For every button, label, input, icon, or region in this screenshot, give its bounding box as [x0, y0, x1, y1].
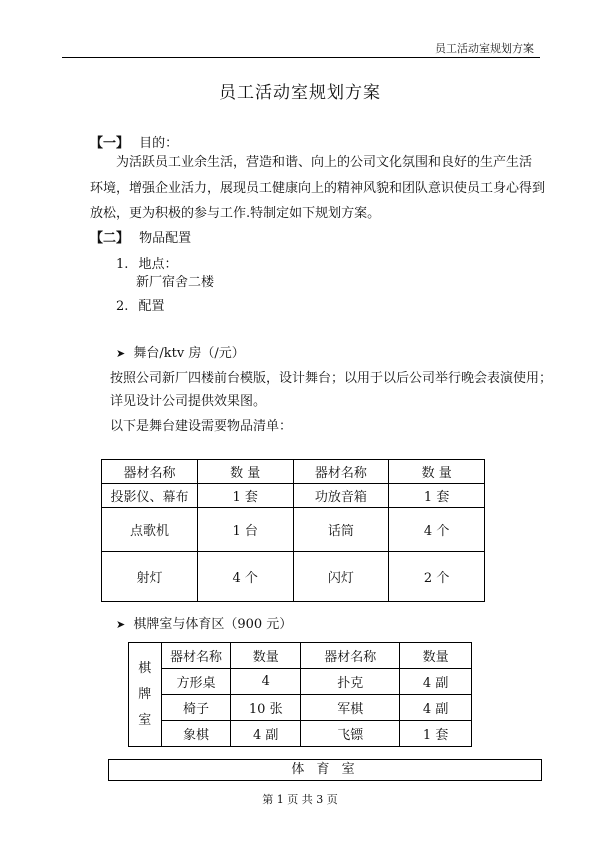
side-char: 牌: [138, 686, 152, 702]
table-row: [102, 484, 485, 508]
stage-heading: [116, 341, 245, 367]
table-header-cell: 数 量: [389, 460, 485, 484]
table-cell: 投影仪、幕布: [102, 484, 198, 508]
table-cell: 4 个: [389, 508, 485, 552]
chess-heading-text: 棋牌室与体育区（900 元）: [133, 617, 293, 632]
table-header-cell: 器材名称: [293, 460, 389, 484]
table-cell: 4 副: [231, 721, 301, 747]
table-cell: 2 个: [389, 552, 485, 602]
page-title: 员工活动室规划方案: [219, 83, 381, 103]
location-value: 新厂宿舍二楼: [136, 275, 215, 290]
paragraph-line: 放松，更为积极的参与工作.特制定如下规划方案。: [90, 206, 381, 221]
table-header-row: [129, 643, 472, 669]
chess-heading: [116, 612, 292, 638]
table-row: [129, 721, 472, 747]
table-cell: 1 套: [197, 484, 293, 508]
page-footer: 第 1 页 共 3 页: [262, 793, 338, 806]
stage-heading-text: 舞台/ktv 房（/元）: [133, 346, 245, 361]
section-1-label: 【一】: [90, 136, 130, 151]
table-cell: 4: [231, 669, 301, 695]
table-cell: 方形桌: [161, 669, 231, 695]
side-char: 棋: [138, 660, 152, 676]
table-row: [102, 508, 485, 552]
table-header-cell: 器材名称: [161, 643, 231, 669]
table-cell: 闪灯: [293, 552, 389, 602]
table-row: [129, 669, 472, 695]
table-cell: 军棋: [301, 695, 400, 721]
section-2-label: 【二】: [90, 231, 130, 246]
list-label: 配置: [138, 299, 165, 314]
table-cell: 10 张: [231, 695, 301, 721]
table-cell: 功放音箱: [293, 484, 389, 508]
list-number: 1.: [116, 257, 129, 272]
table-header-cell: 数 量: [197, 460, 293, 484]
table-cell: 4 副: [400, 669, 472, 695]
table-cell: 4 个: [197, 552, 293, 602]
arrow-bullet-icon: ➤: [116, 618, 126, 631]
table-header-cell: 器材名称: [102, 460, 198, 484]
table-header-row: [102, 460, 485, 484]
chess-side-label: [129, 643, 162, 747]
table-row: [102, 552, 485, 602]
table-cell: 话筒: [293, 508, 389, 552]
section-1-title: 目的：: [139, 136, 179, 151]
section-2-title: 物品配置: [139, 231, 192, 246]
side-char: 室: [138, 712, 152, 728]
table-cell: 1 套: [389, 484, 485, 508]
table-cell: 4 副: [400, 695, 472, 721]
table-cell: 象棋: [161, 721, 231, 747]
arrow-bullet-icon: ➤: [116, 347, 126, 360]
list-label: 地点：: [138, 257, 178, 272]
running-header: 员工活动室规划方案: [435, 42, 534, 55]
table-row: [129, 695, 472, 721]
table-cell: 椅子: [161, 695, 231, 721]
table-cell: 1 台: [197, 508, 293, 552]
list-item: [116, 294, 165, 320]
paragraph-line: 环境，增强企业活力，展现员工健康向上的精神风貌和团队意识使员工身心得到: [90, 181, 546, 196]
section-2-heading: [90, 226, 191, 252]
header-rule: [62, 57, 540, 58]
table-cell: 飞镖: [301, 721, 400, 747]
gym-room-header: 体 育 室: [108, 759, 542, 781]
stage-items-table: [101, 459, 485, 602]
paragraph-line: 以下是舞台建设需要物品清单：: [110, 419, 293, 434]
table-header-cell: 数量: [231, 643, 301, 669]
paragraph-line: 详见设计公司提供效果图。: [110, 394, 267, 409]
paragraph-line: 按照公司新厂四楼前台模版，设计舞台；以用于以后公司举行晚会表演使用；: [110, 371, 553, 386]
table-header-cell: 数量: [400, 643, 472, 669]
table-cell: 扑克: [301, 669, 400, 695]
table-cell: 射灯: [102, 552, 198, 602]
list-number: 2.: [116, 299, 129, 314]
chess-items-table: [128, 642, 472, 747]
paragraph-line: 为活跃员工业余生活，营造和谐、向上的公司文化氛围和良好的生产生活: [116, 155, 533, 170]
table-header-cell: 器材名称: [301, 643, 400, 669]
table-cell: 1 套: [400, 721, 472, 747]
table-cell: 点歌机: [102, 508, 198, 552]
